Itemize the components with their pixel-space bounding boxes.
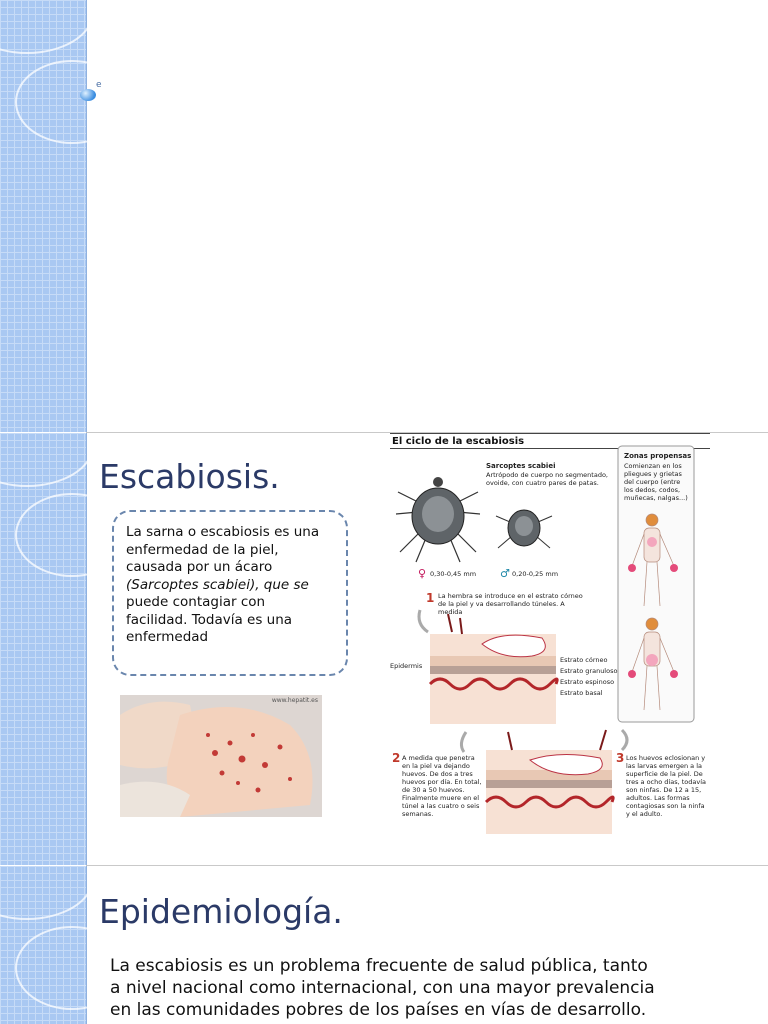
text-line: La sarna o escabiosis es una [126, 524, 320, 540]
photo-caption: www.hepatit.es [271, 697, 318, 704]
step-2-text: A medida que penetra en la piel va dejando huevos. De dos a tres huevos por día. En total, de 30 a 50 huevos. Finalmente muere en el túnel a las cuatro o seis semanas. [402, 754, 482, 818]
swirl-decoration [0, 0, 94, 54]
infographic-title: El ciclo de la escabiosis [392, 436, 525, 447]
mite-male-drawing [496, 510, 552, 548]
rash-photo [120, 695, 322, 817]
male-size: 0,20-0,25 mm [512, 570, 559, 578]
scabies-cycle-infographic [390, 433, 710, 834]
text-line: puede contagiar con [126, 594, 266, 610]
swirl-decoration [0, 433, 94, 487]
mite-heading: Sarcoptes scabiei [486, 462, 556, 470]
layer-label: Estrato espinoso [560, 678, 615, 686]
layer-label: Estrato córneo [560, 656, 608, 664]
text-line: enfermedad de la piel, [126, 541, 279, 558]
text-line: facilidad. Todavía es una [126, 611, 293, 628]
step-1-number: 1 [426, 591, 435, 605]
slide-top [0, 0, 768, 432]
svg-text:♀: ♀ [418, 567, 427, 580]
text-line: causada por un ácaro [126, 559, 273, 575]
scabies-text-box [112, 510, 348, 676]
text-line: enfermedad [126, 629, 209, 645]
text-line: La escabiosis es un problema frecuente de salud pública, tanto [110, 956, 648, 976]
sidebar-decoration [0, 433, 87, 865]
layer-label: Estrato granuloso [560, 667, 618, 675]
mite-description: Artrópodo de cuerpo no segmentado, ovoide, con cuatro pares de patas. [486, 471, 608, 487]
step-3-text: Los huevos eclosionan y las larvas emergen a la superficie de la piel. De tres a ocho días, todavía son ninfas. De 12 a 15, adultos. Las formas contagiosas son la ninfa y el adulto. [626, 754, 706, 818]
epidermis-label: Epidermis [390, 662, 423, 670]
slide-epidemiology [0, 866, 768, 1024]
text-line: (Sarcoptes scabiei), que se [126, 576, 309, 593]
slide-scabies [0, 433, 768, 865]
corner-mark: e [96, 80, 102, 90]
skin-section-2 [486, 730, 613, 834]
zones-heading: Zonas propensas [624, 452, 692, 460]
epidemiology-text [110, 955, 655, 1021]
mite-female-drawing [396, 477, 480, 562]
swirl-decoration [15, 60, 129, 144]
zones-description: Comienzan en los pliegues y grietas del cuerpo (entre los dedos, codos, muñecas, nalgas...) [624, 462, 688, 502]
step-2-number: 2 [392, 751, 401, 765]
svg-text:♂: ♂ [500, 567, 510, 580]
bullet-icon [80, 89, 96, 101]
female-size: 0,30-0,45 mm [430, 570, 477, 578]
swirl-decoration [0, 866, 94, 920]
step-1-text: La hembra se introduce en el estrato córneo de la piel y va desarrollando túneles. A medida [438, 592, 583, 616]
skin-section-1 [430, 614, 557, 724]
sidebar-decoration [0, 866, 87, 1024]
text-line: a nivel nacional como internacional, con una mayor prevalencia [110, 978, 655, 998]
layer-label: Estrato basal [560, 689, 603, 697]
slide-title: Escabiosis. [99, 457, 280, 496]
rash-photo-image [120, 695, 322, 817]
text-line: en las comunidades pobres de los países en vías de desarrollo. [110, 1000, 647, 1020]
step-3-number: 3 [616, 751, 625, 765]
sidebar-decoration [0, 0, 87, 432]
slide-title: Epidemiología. [99, 892, 343, 931]
